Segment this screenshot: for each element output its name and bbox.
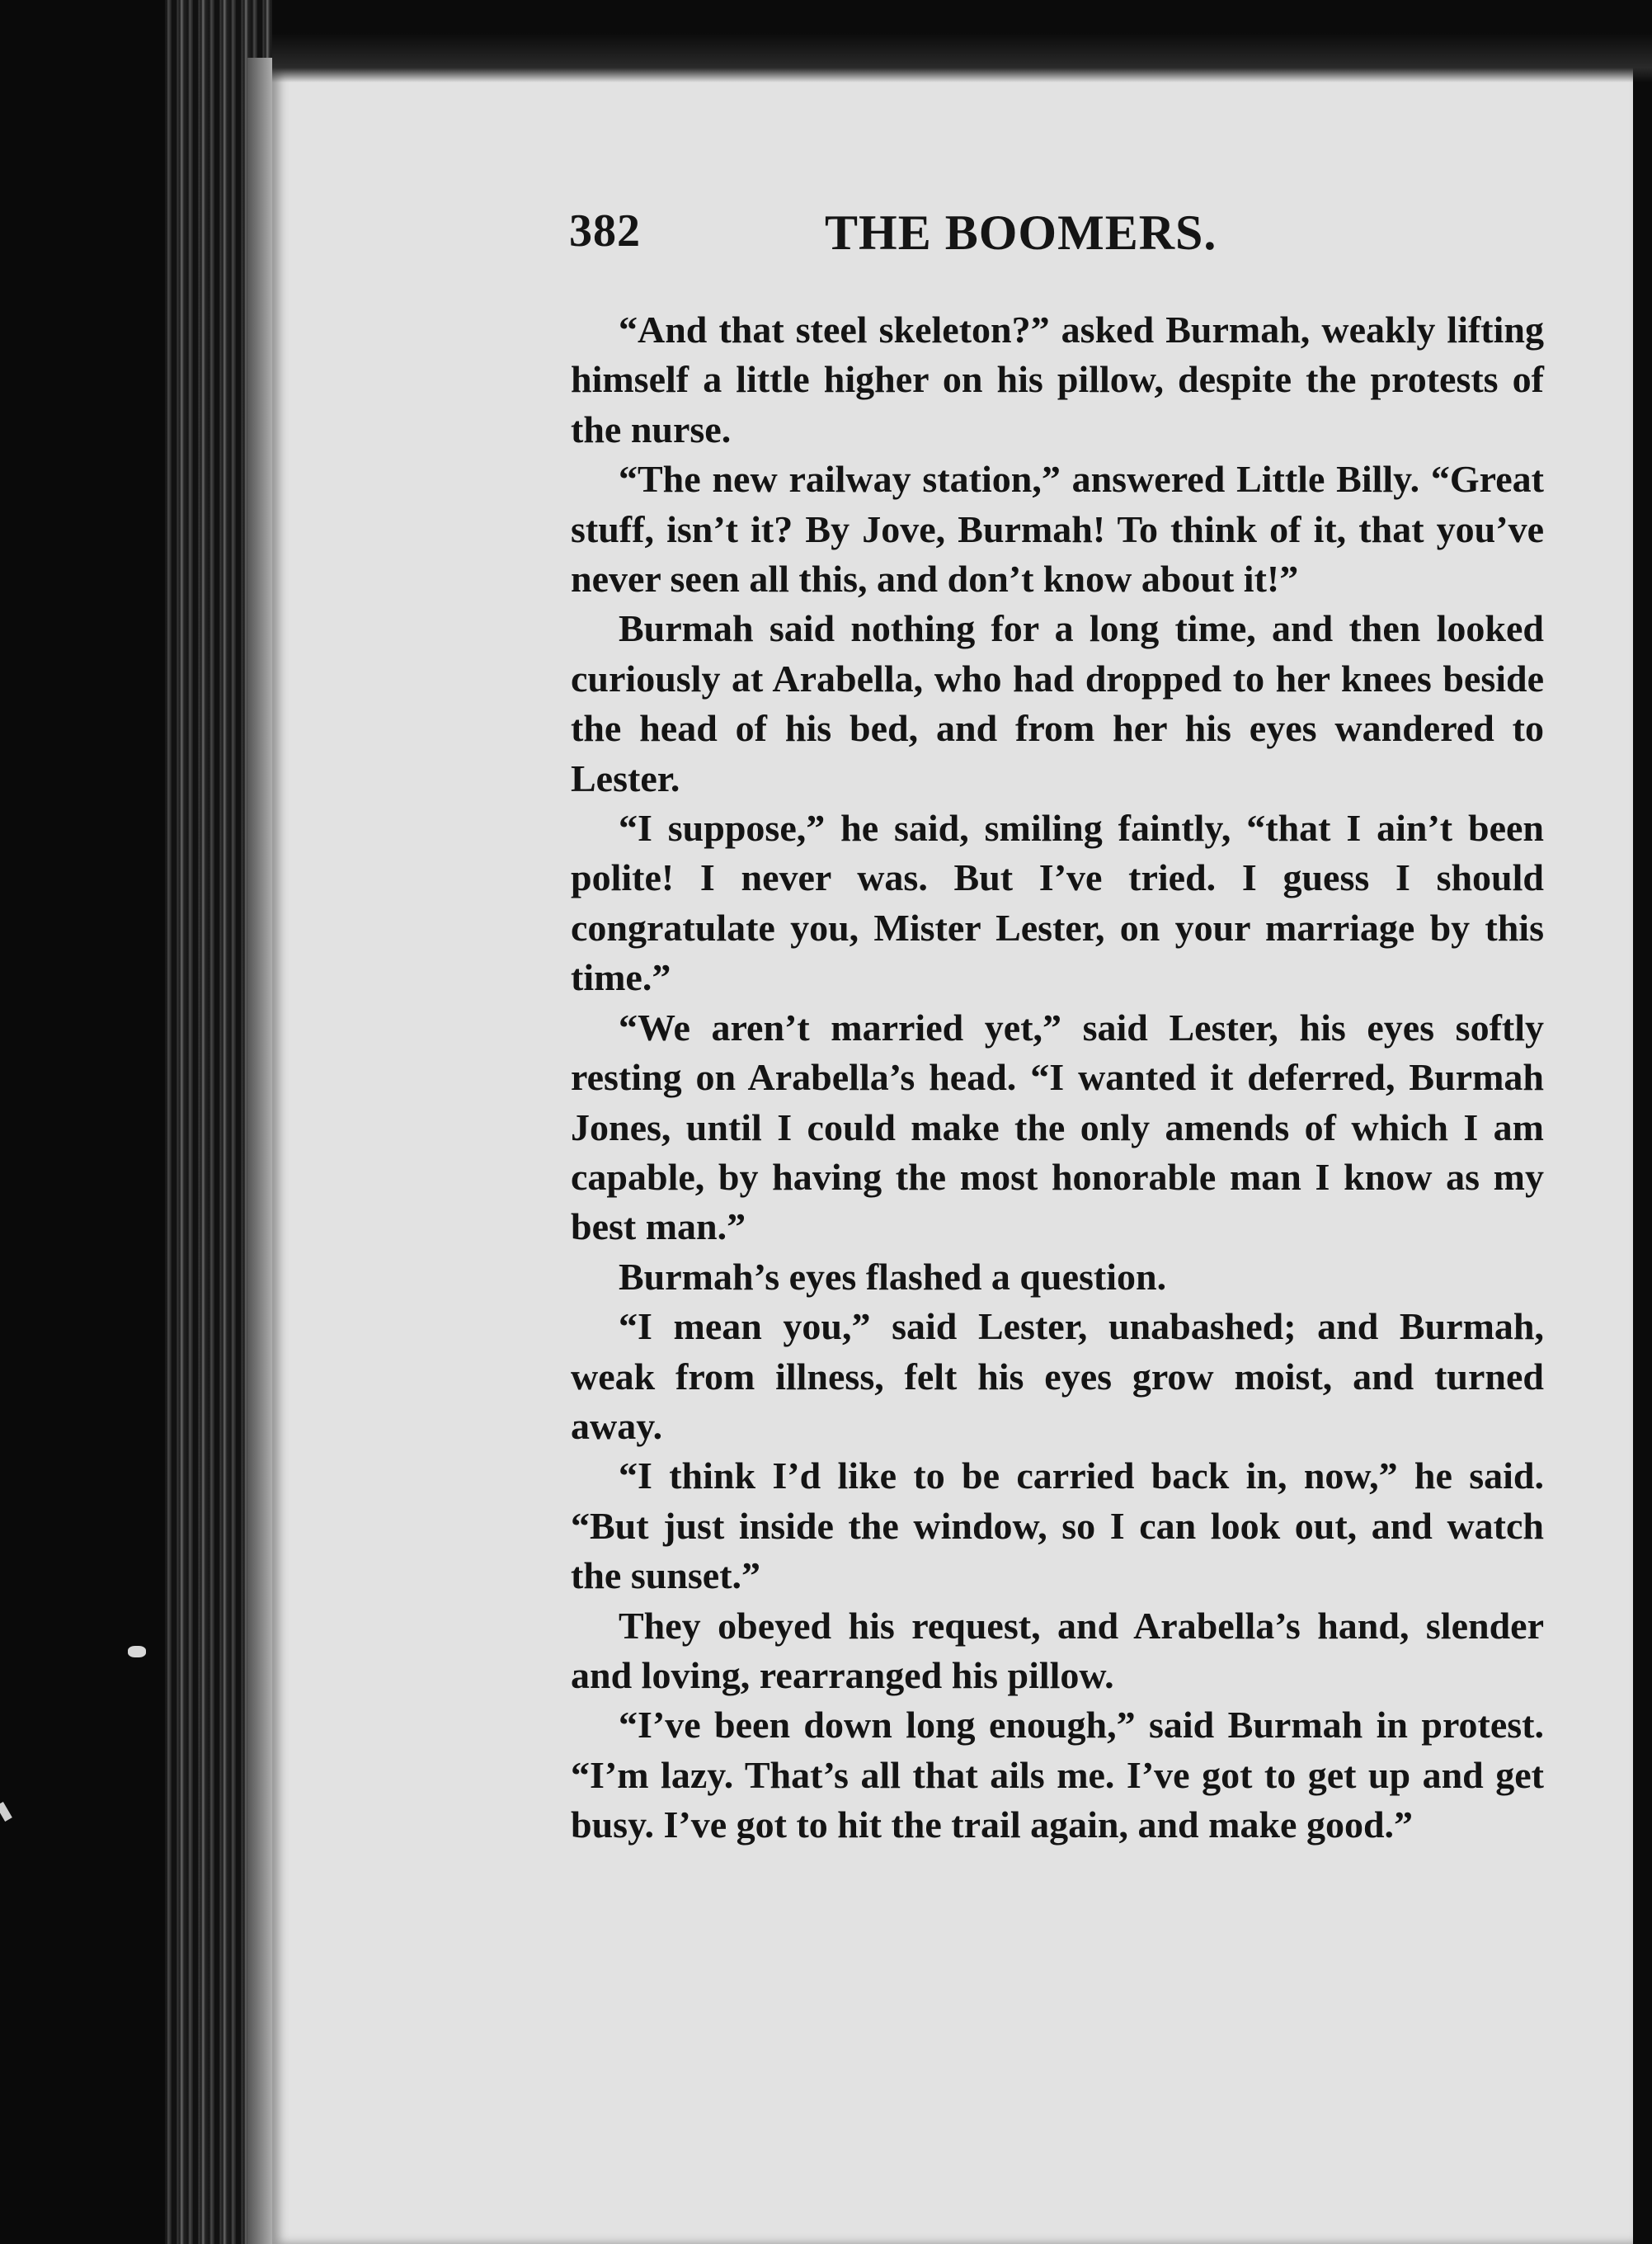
paragraph: “And that steel skeleton?” asked Burmah, weakly lifting himself a little higher on his pillow, despite the protests of the nurse. xyxy=(571,309,1544,450)
book-binding xyxy=(0,0,272,2244)
running-head xyxy=(569,205,1295,271)
paragraph: Burmah’s eyes flashed a question. xyxy=(619,1255,1167,1298)
paragraph: “I think I’d like to be carried back in, now,” he said. “But just inside the window, so I can look out, and watch the sunset.” xyxy=(571,1454,1544,1597)
body-text xyxy=(571,305,1544,1850)
paragraph: “I’ve been down long enough,” said Burmah in protest. “I’m lazy. That’s all that ails me. I’ve got to get up and get busy. I’ve got to hit the trail again, and make good.” xyxy=(571,1704,1544,1846)
paragraph: “The new railway station,” answered Little Billy. “Great stuff, isn’t it? By Jove, Burmah! To think of it, that you’ve never seen all this, and don’t know about it!” xyxy=(571,458,1544,601)
paragraph: “I suppose,” he said, smiling faintly, “that I ain’t been polite! I never was. But I’ve tried. I guess I should congratulate you, Mister Lester, on your marriage by this time.” xyxy=(571,807,1544,999)
top-edge-shadow xyxy=(272,33,1652,82)
book-title: THE BOOMERS. xyxy=(825,205,1217,260)
scan-artifact xyxy=(128,1646,146,1657)
paragraph: “We aren’t married yet,” said Lester, his eyes softly resting on Arabella’s head. “I wanted it deferred, Burmah Jones, until I could make the only amends of which I am capable, by having the most honorable man I know as my best man.” xyxy=(571,1006,1544,1248)
page-number: 382 xyxy=(569,205,641,257)
paragraph: “I mean you,” said Lester, unabashed; and Burmah, weak from illness, felt his eyes grow moist, and turned away. xyxy=(571,1305,1544,1447)
paragraph: They obeyed his request, and Arabella’s hand, slender and loving, rearranged his pillow. xyxy=(571,1604,1544,1696)
paragraph: Burmah said nothing for a long time, and then looked curiously at Arabella, who had dropped to her knees beside the head of his bed, and from her his eyes wandered to Lester. xyxy=(571,607,1544,799)
